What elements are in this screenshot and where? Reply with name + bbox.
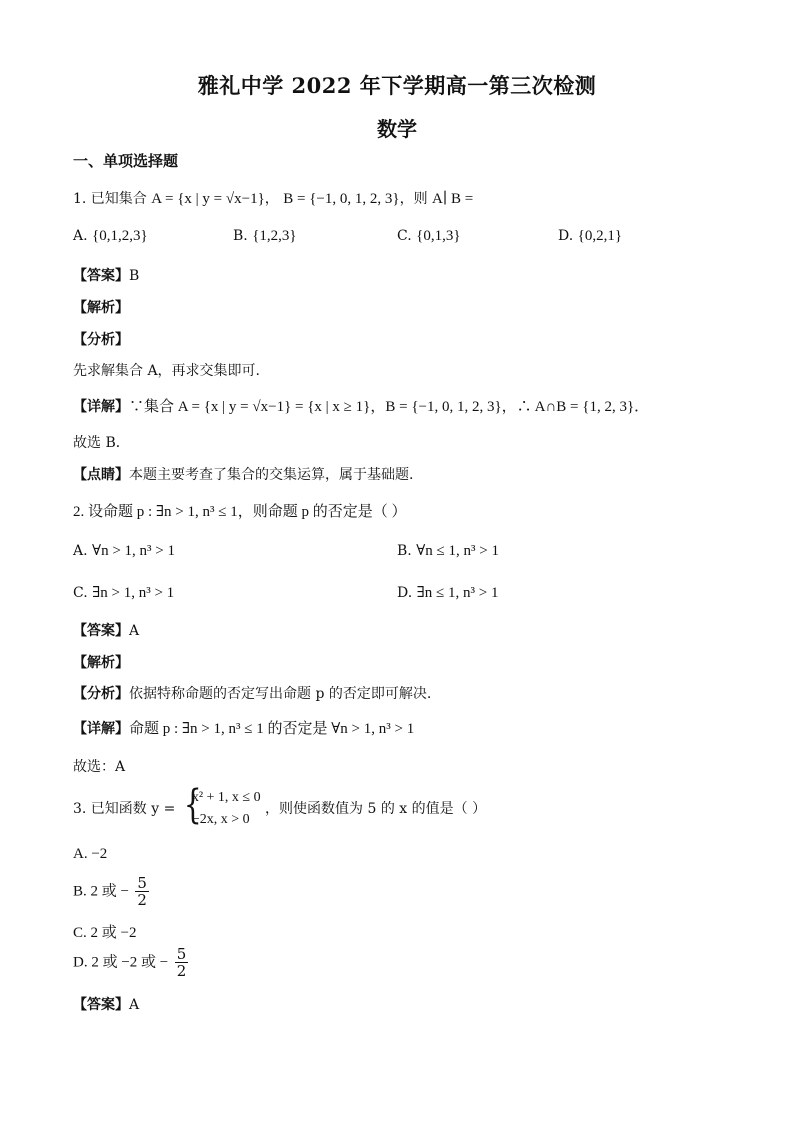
question-3-stem: [73, 782, 487, 831]
option-text: ∃n > 1, n³ > 1: [92, 585, 175, 601]
q1-fenxi-label: 【分析】: [73, 332, 129, 348]
dianjing-text: 本题主要考查了集合的交集运算，属于基础题.: [129, 467, 414, 483]
option-letter: B.: [233, 228, 248, 244]
section-heading: 一、单项选择题: [73, 152, 179, 170]
q2-fenxi: [73, 683, 431, 703]
option-text: ∃n ≤ 1, n³ > 1: [416, 585, 499, 601]
fraction-numerator: 5: [176, 945, 187, 963]
fraction-five-halves: [175, 946, 189, 979]
q1-jiexi-label: 【解析】: [73, 300, 129, 316]
fraction-numerator: 5: [137, 874, 147, 892]
option-letter: D.: [558, 228, 574, 244]
q3-option-d: [73, 946, 190, 979]
option-letter: A.: [73, 228, 88, 244]
q2-jiexi-label: 【解析】: [73, 655, 129, 671]
q3-answer: [73, 994, 139, 1014]
answer-label: 【答案】: [73, 623, 129, 639]
q1-option-d: [558, 228, 622, 245]
option-text: {0,1,2,3}: [92, 228, 148, 244]
option-text: ∀n ≤ 1, n³ > 1: [416, 543, 499, 559]
fenxi-text: 依据特称命题的否定写出命题 p 的否定即可解决.: [129, 686, 432, 702]
option-prefix: B. 2 或 −: [73, 883, 129, 900]
fraction-five-halves: [135, 875, 149, 908]
option-text: ∀n > 1, n³ > 1: [92, 543, 175, 559]
page-subtitle: 数学: [377, 117, 417, 141]
answer-value: B: [129, 268, 140, 284]
q2-option-d: [397, 583, 498, 602]
question-2-stem: [73, 500, 407, 521]
fraction-denominator: 2: [137, 891, 147, 909]
left-brace-icon: {: [183, 782, 202, 828]
q2-option-c: [73, 583, 174, 602]
option-letter: D.: [397, 585, 413, 601]
option-text: {0,1,3}: [416, 228, 461, 244]
q1-option-b: [233, 228, 297, 245]
xiangjie-text: ∵集合 A = {x | y = √x−1} = {x | x ≥ 1}，B = {−1, 0, 1, 2, 3}，∴ A∩B = {1, 2, 3}．: [129, 399, 650, 415]
q3-stem-prefix: 3. 已知函数 y =: [73, 801, 176, 817]
xiangjie-text: 命题 p : ∃n > 1, n³ ≤ 1 的否定是 ∀n > 1, n³ > 1: [129, 721, 415, 737]
answer-label: 【答案】: [73, 997, 129, 1013]
q2-stem-text: 2. 设命题 p : ∃n > 1, n³ ≤ 1，则命题 p 的否定是（ ）: [73, 504, 407, 520]
answer-label: 【答案】: [73, 268, 129, 284]
q3-piecewise-function: [180, 782, 261, 831]
xiangjie-label: 【详解】: [73, 399, 129, 415]
option-text: {0,2,1}: [577, 228, 623, 244]
option-letter: C.: [73, 585, 88, 601]
question-1-stem: [73, 188, 473, 208]
q2-choose: 故选：A: [73, 759, 126, 775]
q1-comma: ，: [264, 191, 279, 207]
page-title: 雅礼中学 2022 年下学期高一第三次检测: [197, 73, 597, 98]
option-letter: A.: [73, 543, 88, 559]
q2-option-a: [73, 541, 175, 560]
q1-xiangjie: [73, 395, 649, 416]
q1-answer: [73, 265, 139, 285]
fraction-denominator: 2: [176, 962, 187, 980]
piece-row-2: −2x, x > 0: [191, 812, 250, 827]
xiangjie-label: 【详解】: [73, 721, 129, 737]
q1-choose: 故选 B．: [73, 435, 130, 451]
option-prefix: D. 2 或 −2 或 −: [73, 954, 169, 971]
q1-stem-prefix: 1. 已知集合: [73, 191, 147, 207]
q2-answer: [73, 620, 139, 640]
option-text: {1,2,3}: [252, 228, 297, 244]
q1-set-a: A = {x | y = √x−1}: [151, 191, 265, 207]
fenxi-label: 【分析】: [73, 686, 129, 702]
q1-expression: A∣ B =: [432, 191, 474, 207]
q1-stem-suffix: ，则: [399, 191, 428, 207]
q3-option-c: C. 2 或 −2: [73, 925, 137, 941]
q2-option-b: [397, 541, 499, 560]
q3-option-b: [73, 875, 151, 908]
q1-set-b: B = {−1, 0, 1, 2, 3}: [283, 191, 400, 207]
q1-dianjing: [73, 464, 413, 484]
q1-option-c: [397, 228, 461, 245]
answer-value: A: [129, 997, 140, 1013]
piece-row-1: x² + 1, x ≤ 0: [191, 790, 261, 805]
option-letter: C.: [397, 228, 412, 244]
q3-option-a: A. −2: [73, 846, 108, 862]
q1-option-a: [73, 228, 148, 245]
q1-fenxi-text: 先求解集合 A，再求交集即可.: [73, 363, 261, 379]
dianjing-label: 【点睛】: [73, 467, 129, 483]
answer-value: A: [129, 623, 140, 639]
option-letter: B.: [397, 543, 412, 559]
q2-xiangjie: [73, 717, 414, 738]
q3-stem-suffix: ，则使函数值为 5 的 x 的值是（ ）: [265, 801, 487, 817]
